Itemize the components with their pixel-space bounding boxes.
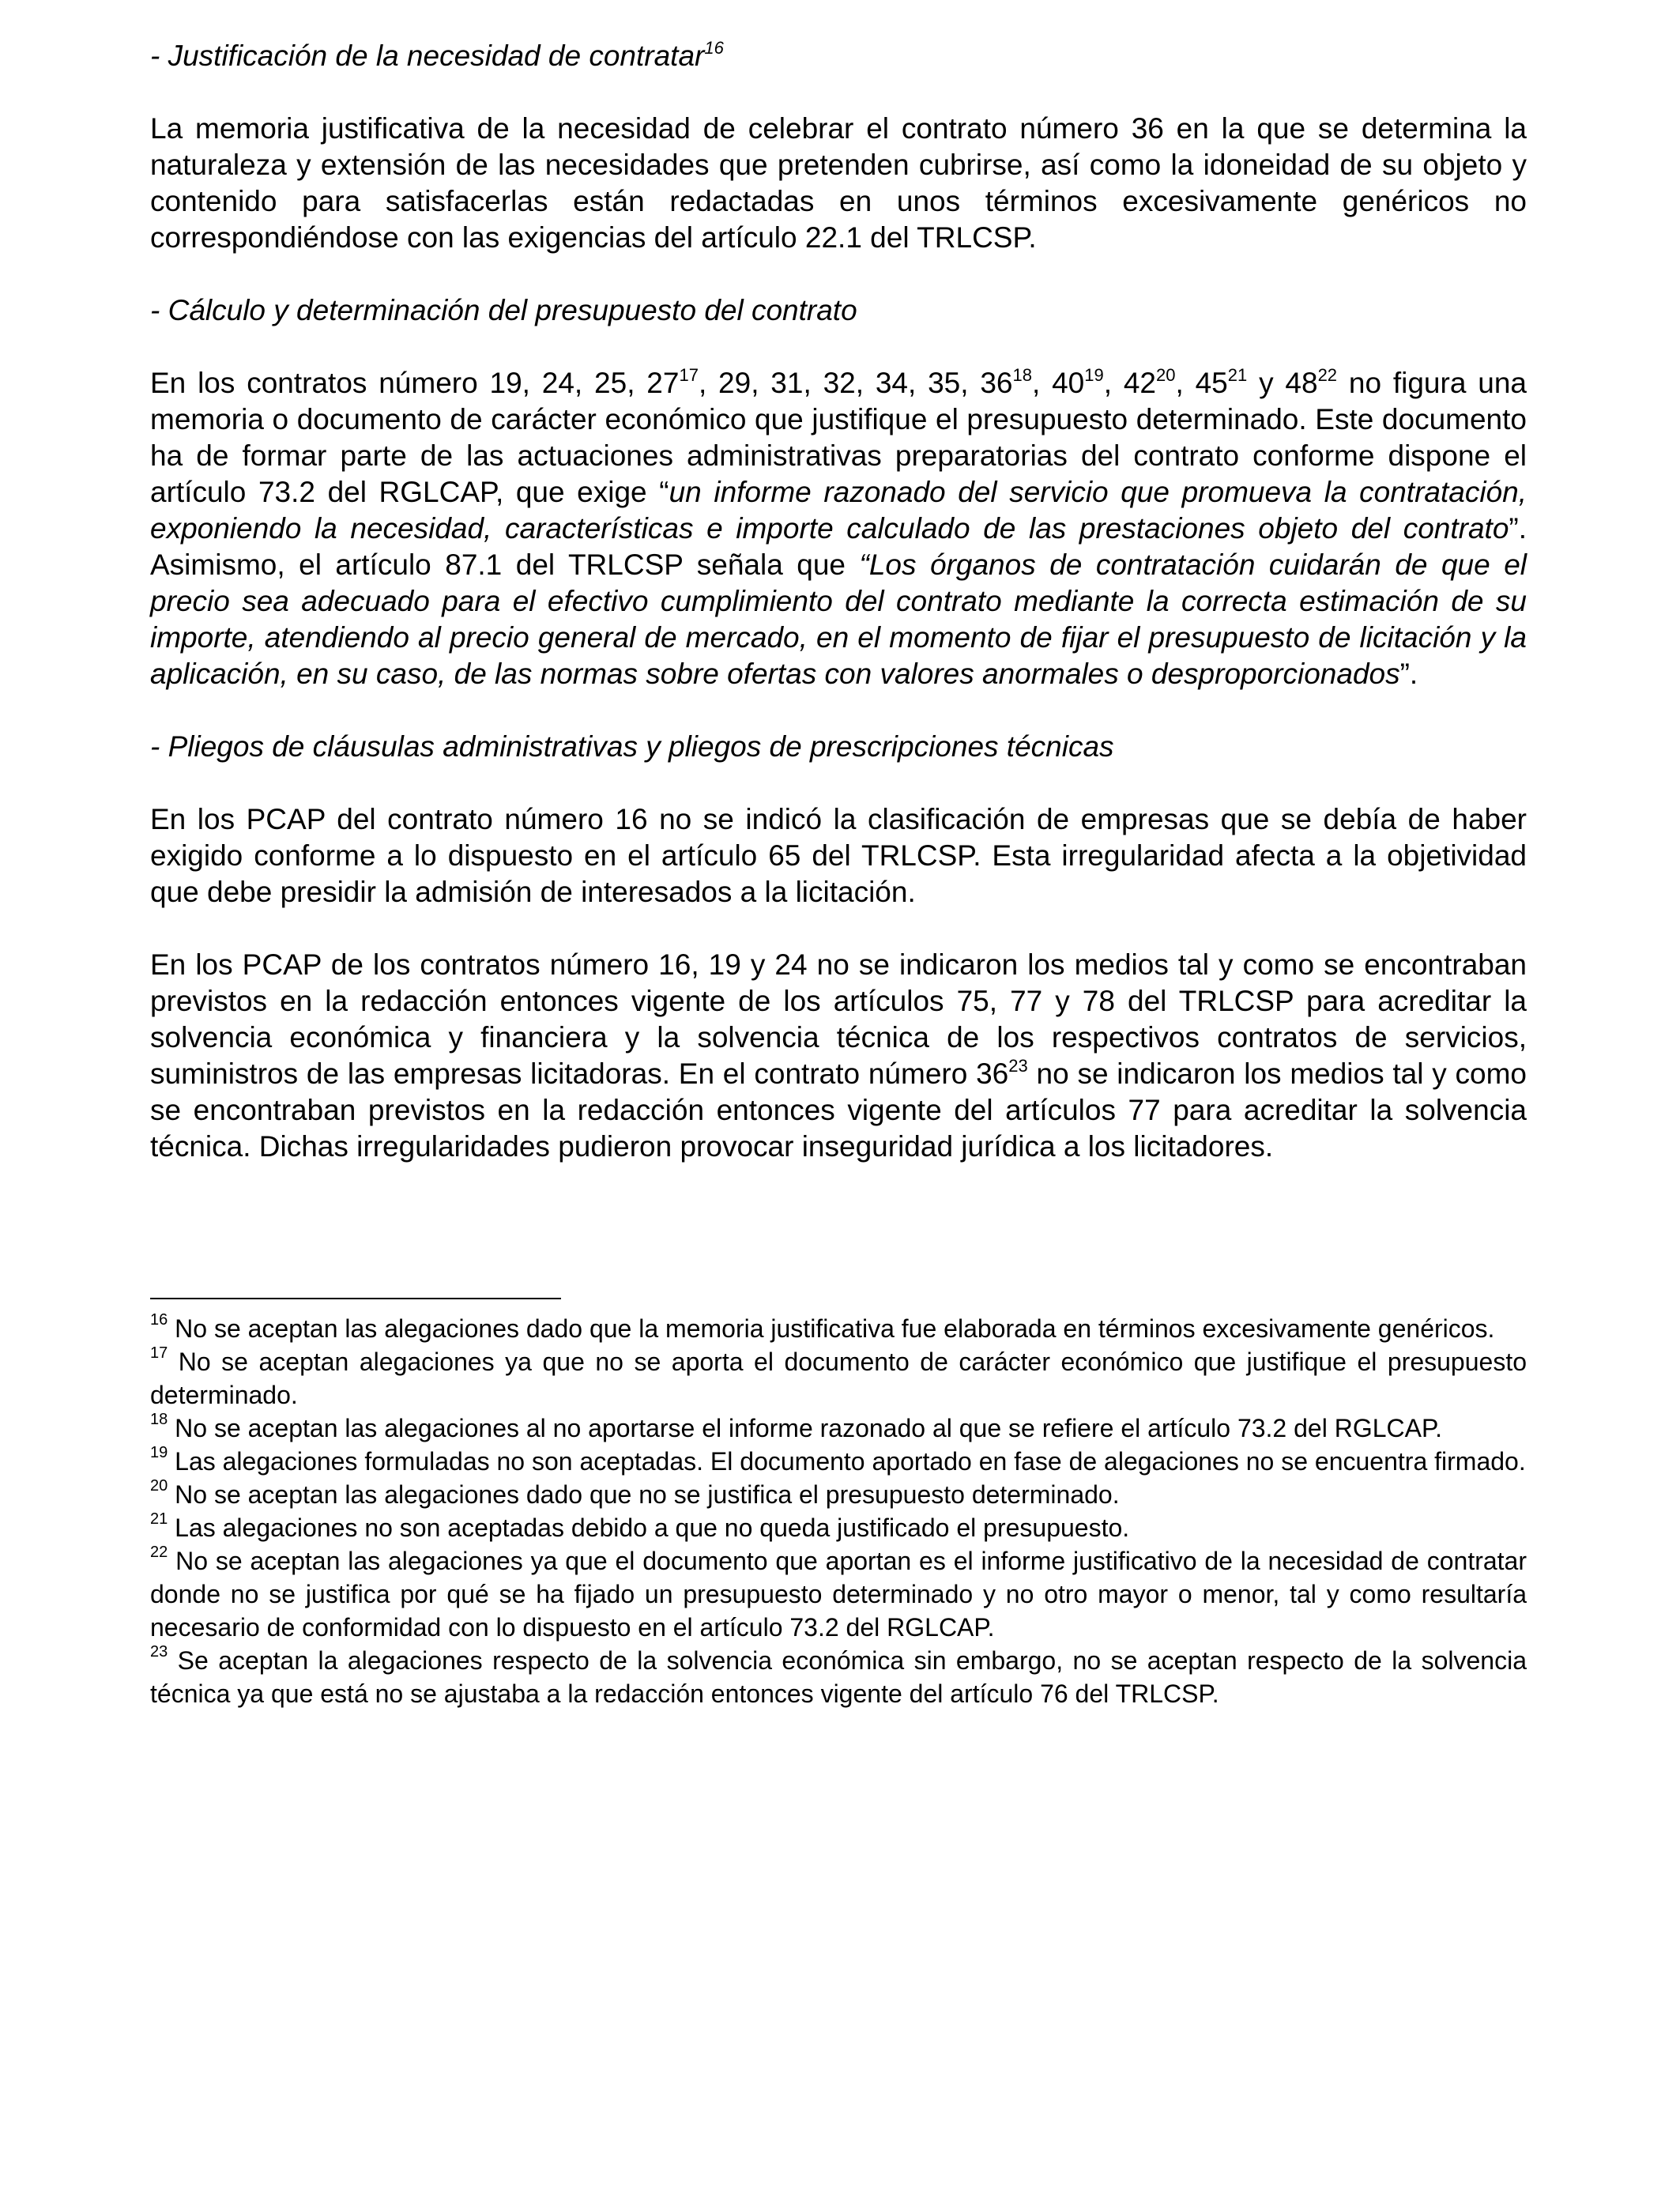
footnote-number: 20 xyxy=(150,1477,168,1495)
footnote-number: 19 xyxy=(150,1444,168,1462)
body-paragraph xyxy=(150,801,1527,910)
footnote-text: No se aceptan las alegaciones ya que el documento que aportan es el informe justificativo de la necesidad de contratar donde no se justifica por qué se ha fijado un presupuesto determinado y no otro mayor o menor, tal y como resultaría necesario de conformidad con lo dispuesto en el artículo 73.2 del RGLCAP. xyxy=(150,1547,1527,1642)
paragraph-text: no se indicaron los medios tal y como se encontraban previstos en la redacción entonces vigente del artículos 77 para acreditar la solvencia técnica. Dichas irregularidades pudieron provocar inseguridad jurídica a los licitadores. xyxy=(150,1057,1527,1163)
footnote-number: 17 xyxy=(150,1344,168,1363)
paragraph-text: ”. Asimismo, el artículo 87.1 del TRLCSP señala que xyxy=(150,512,1527,581)
document-body xyxy=(150,38,1527,1165)
paragraph-text: no figura una memoria o documento de carácter económico que justifique el presupuesto determinado. Este documento ha de formar parte de las actuaciones administrativas preparatorias del contrato conforme dispone el artículo 73.2 del RGLCAP, que exige “ xyxy=(150,367,1527,508)
footnote-number: 18 xyxy=(150,1411,168,1429)
paragraph-text: En los contratos número 19, 24, 25, 27 xyxy=(150,367,680,399)
footnote-reference[interactable]: 20 xyxy=(1156,364,1176,385)
paragraph-text: La memoria justificativa de la necesidad de celebrar el contrato número 36 en la que se determina la naturaleza y extensión de las necesidades que pretenden cubrirse, así como la idoneidad de su objeto y contenido para satisfacerlas están redactadas en unos términos excesivamente genéricos no correspondiéndose con las exigencias del artículo 22.1 del TRLCSP. xyxy=(150,112,1527,254)
footnote xyxy=(150,1511,1527,1544)
section-heading xyxy=(150,38,1527,74)
footnote xyxy=(150,1478,1527,1511)
footnote-text: No se aceptan alegaciones ya que no se aporta el documento de carácter económico que justifique el presupuesto determinado. xyxy=(150,1348,1527,1409)
paragraph-text: , 45 xyxy=(1175,367,1228,399)
paragraph-text: , 40 xyxy=(1032,367,1085,399)
footnote-number: 23 xyxy=(150,1643,168,1661)
footnote xyxy=(150,1412,1527,1445)
paragraph-text: En los PCAP de los contratos número 16, 19 y 24 no se indicaron los medios tal y como se encontraban previstos en la redacción entonces vigente de los artículos 75, 77 y 78 del TRLCSP para acreditar la solvencia económica y financiera y la solvencia técnica de los respectivos contratos de servicios, suministros de las empresas licitadoras. En el contrato número 36 xyxy=(150,948,1527,1090)
footnote-text: No se aceptan las alegaciones al no aportarse el informe razonado al que se refiere el artículo 73.2 del RGLCAP. xyxy=(168,1414,1443,1442)
footnote xyxy=(150,1445,1527,1478)
paragraph-text: En los PCAP del contrato número 16 no se indicó la clasificación de empresas que se debía de haber exigido conforme a lo dispuesto en el artículo 65 del TRLCSP. Esta irregularidad afecta a la objetividad que debe presidir la admisión de interesados a la licitación. xyxy=(150,803,1527,908)
paragraph-text: , 42 xyxy=(1103,367,1157,399)
footnote-text: Las alegaciones no son aceptadas debido a que no queda justificado el presupuesto. xyxy=(168,1514,1130,1542)
body-paragraph xyxy=(150,947,1527,1165)
body-paragraph xyxy=(150,365,1527,692)
section-heading xyxy=(150,292,1527,329)
paragraph-text: , 29, 31, 32, 34, 35, 36 xyxy=(698,367,1013,399)
footnote-reference[interactable]: 18 xyxy=(1012,364,1032,385)
footnote-number: 21 xyxy=(150,1510,168,1529)
footnote-text: No se aceptan las alegaciones dado que no se justifica el presupuesto determinado. xyxy=(168,1480,1120,1509)
footnote xyxy=(150,1312,1527,1345)
footnote-reference[interactable]: 21 xyxy=(1227,364,1248,385)
footnotes xyxy=(150,1312,1527,1710)
footnote-reference[interactable]: 23 xyxy=(1008,1055,1028,1076)
section-heading-text: - Pliegos de cláusulas administrativas y pliegos de prescripciones técnicas xyxy=(150,730,1114,763)
quoted-text: un informe razonado del servicio que promueva la contratación, exponiendo la necesidad, características e importe calculado de las prestaciones objeto del contrato xyxy=(150,476,1527,545)
footnote-separator xyxy=(150,1298,561,1299)
footnote-reference[interactable]: 16 xyxy=(704,37,724,58)
footnote xyxy=(150,1644,1527,1710)
footnote-text: No se aceptan las alegaciones dado que la memoria justificativa fue elaborada en términos excesivamente genéricos. xyxy=(168,1314,1495,1343)
paragraph-text: y 48 xyxy=(1247,367,1318,399)
footnote-reference[interactable]: 19 xyxy=(1084,364,1104,385)
footnote xyxy=(150,1345,1527,1412)
section-heading-text: - Justificación de la necesidad de contratar xyxy=(150,40,705,72)
paragraph-text: ”. xyxy=(1399,658,1418,690)
footnote-text: Se aceptan la alegaciones respecto de la solvencia económica sin embargo, no se aceptan respecto de la solvencia técnica ya que está no se ajustaba a la redacción entonces vigente del artículo 76 del TRLCSP. xyxy=(150,1646,1527,1708)
footnote-number: 16 xyxy=(150,1311,168,1329)
body-paragraph xyxy=(150,111,1527,256)
footnote-reference[interactable]: 22 xyxy=(1317,364,1338,385)
footnote-reference[interactable]: 17 xyxy=(679,364,699,385)
section-heading xyxy=(150,729,1527,765)
footnote-text: Las alegaciones formuladas no son aceptadas. El documento aportado en fase de alegaciones no se encuentra firmado. xyxy=(168,1447,1526,1476)
footnote-number: 22 xyxy=(150,1544,168,1562)
quoted-text: “Los órganos de contratación cuidarán de que el precio sea adecuado para el efectivo cumplimiento del contrato mediante la correcta estimación de su importe, atendiendo al precio general de mercado, en el momento de fijar el presupuesto de licitación y la aplicación, en su caso, de las normas sobre ofertas con valores anormales o desproporcionados xyxy=(150,548,1527,690)
section-heading-text: - Cálculo y determinación del presupuesto del contrato xyxy=(150,294,857,326)
footnote xyxy=(150,1544,1527,1644)
